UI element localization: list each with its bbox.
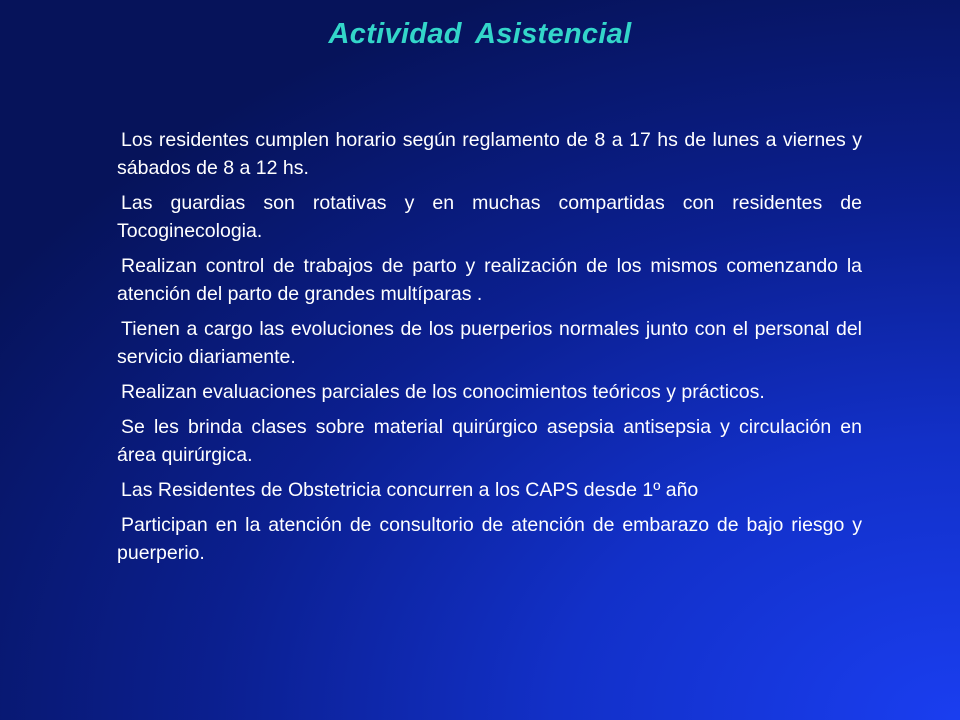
paragraph-schedule: Los residentes cumplen horario según reglamento de 8 a 17 hs de lunes a viernes y sábados de 8 a 12 hs. xyxy=(117,129,862,179)
slide-body xyxy=(117,126,862,574)
paragraph-caps: Las Residentes de Obstetricia concurren a los CAPS desde 1º año xyxy=(121,479,699,501)
paragraph-labor-control: Realizan control de trabajos de parto y realización de los mismos comenzando la atención del parto de grandes multíparas . xyxy=(117,255,862,305)
paragraph-guards: Las guardias son rotativas y en muchas compartidas con residentes de Tocoginecologia. xyxy=(117,192,862,242)
paragraph-evolutions: Tienen a cargo las evoluciones de los puerperios normales junto con el personal del servicio diariamente. xyxy=(117,318,862,368)
paragraph-classes: Se les brinda clases sobre material quirúrgico asepsia antisepsia y circulación en área quirúrgica. xyxy=(117,416,862,466)
paragraph-consultation: Participan en la atención de consultorio de atención de embarazo de bajo riesgo y puerperio. xyxy=(117,514,862,564)
slide-title: Actividad Asistencial xyxy=(328,18,632,50)
paragraph-evaluations: Realizan evaluaciones parciales de los conocimientos teóricos y prácticos. xyxy=(121,381,765,403)
